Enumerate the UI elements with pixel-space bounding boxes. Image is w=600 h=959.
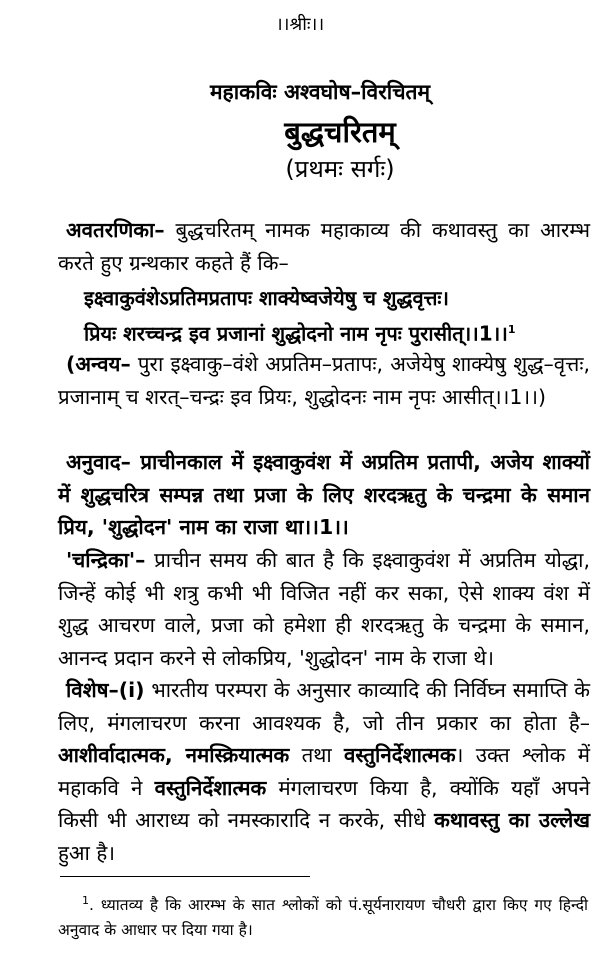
vishesh-bold-4: कथावस्तु का उल्लेख xyxy=(434,808,590,832)
footnote-mark: 1 xyxy=(82,894,89,907)
vishesh-text-2: तथा xyxy=(289,743,344,767)
vishesh-paragraph xyxy=(58,674,590,869)
canto-label: (प्रथमः सर्गः) xyxy=(285,155,395,183)
book-title: बुद्धचरितम् xyxy=(284,115,396,149)
anvaya-label: (अन्वय– xyxy=(66,352,131,376)
vishesh-text-3: । उक्त श्लोक में महाकवि ने xyxy=(58,743,590,800)
anuvad-paragraph xyxy=(58,446,590,544)
vishesh-label: विशेष–(i) xyxy=(66,678,145,702)
footnote-text: . ध्यातव्य है कि आरम्भ के सात श्लोकों को पं.सूर्यनारायण चौधरी द्वारा किए गए हिन्दी अनुवाद के आधार पर दिया गया है। xyxy=(58,896,588,940)
anvaya-text: पुरा इक्ष्वाकु–वंशे अप्रतिम–प्रतापः, अजेयेषु शाक्येषु शुद्ध–वृत्तः, प्रजानाम् च शरत्–चन्द्रः इव प्रियः, शुद्धोदनः नाम नृपः आसीत्।।1।।) xyxy=(58,352,590,409)
vishesh-bold-1: आशीर्वादात्मक, नमस्क्रियात्मक xyxy=(58,743,290,767)
footnote-divider xyxy=(60,876,310,877)
vishesh-bold-3: वस्तुनिर्देशात्मक xyxy=(154,775,267,800)
vishesh-text-1: भारतीय परम्परा के अनुसार काव्यादि की निर्विघ्न समाप्ति के लिए, मंगलाचरण करना आवश्यक है, जो तीन प्रकार का होता है– xyxy=(58,678,590,735)
chandrika-text: प्राचीन समय की बात है कि इक्ष्वाकुवंश में अप्रतिम योद्धा, जिन्हें कोई भी शत्रु कभी भी विजित नहीं कर सका, ऐसे शाक्य वंश में शुद्ध आचरण वाले, प्रजा को हमेशा ही शरदऋतु के चन्द्रमा के समान, आनन्द प्रदान करने से लोकप्रिय, 'शुद्धोदन' नाम के राजा थे। xyxy=(58,548,590,670)
avataranika-text: बुद्धचरितम् नामक महाकाव्य की कथावस्तु का आरम्भ करते हुए ग्रन्थकार कहते हैं कि– xyxy=(58,218,590,275)
avataranika-paragraph xyxy=(58,214,590,279)
anvaya-paragraph xyxy=(58,348,590,413)
verse-line-2 xyxy=(84,314,594,350)
shri-invocation: ।।श्रीः।। xyxy=(275,14,325,35)
chandrika-paragraph xyxy=(58,544,590,674)
verse-footnote-mark: 1 xyxy=(507,323,516,336)
vishesh-bold-2: वस्तुनिर्देशात्मक xyxy=(344,743,456,767)
vishesh-text-4: मंगलाचरण किया है, क्योंकि यहाँ अपने किसी भी आराध्य को नमस्कारादि न करके, सीधे xyxy=(58,775,590,832)
vishesh-text-5: हुआ है। xyxy=(58,840,116,865)
avataranika-label: अवतरणिका– xyxy=(66,218,165,242)
verse-line-1: इक्ष्वाकुवंशेऽप्रतिमप्रतापः शाक्येष्वजेयेषु च शुद्धवृत्तः। xyxy=(84,286,450,310)
anuvad-label: अनुवाद– xyxy=(66,450,131,474)
anuvad-text: प्राचीनकाल में इक्ष्वाकुवंश में अप्रतिम प्रतापी, अजेय शाक्यों में शुद्धचरित्र सम्पन्न तथा प्रजा के लिए शरदऋतु के चन्द्रमा के समान प्रिय, 'शुद्धोदन' नाम का राजा था।।1।। xyxy=(58,450,590,539)
author-line: महाकविः अश्वघोष–विरचितम् xyxy=(210,80,431,104)
footnote xyxy=(58,888,588,943)
verse-line-2-text: प्रियः शरच्चन्द्र इव प्रजानां शुद्धोदनो नाम नृपः पुरासीत्।।1।। xyxy=(84,321,508,346)
chandrika-label: 'चन्द्रिका'– xyxy=(66,548,146,572)
